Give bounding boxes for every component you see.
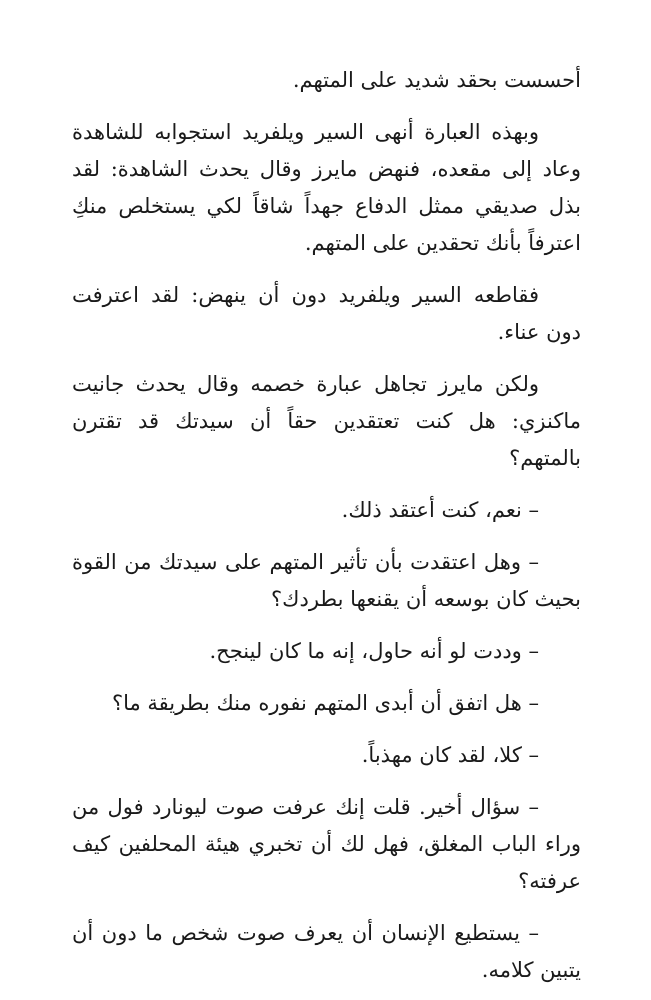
paragraph-10: – سؤال أخير. قلت إنك عرفت صوت ليونارد فول من وراء الباب المغلق، فهل لك أن تخبري هيئة المحلفين كيف عرفته؟ [72, 795, 581, 893]
paragraph-5: – نعم، كنت أعتقد ذلك. [341, 498, 539, 522]
paragraph-8: – هل اتفق أن أبدى المتهم نفوره منك بطريقة ما؟ [111, 691, 539, 715]
paragraph-11: – يستطيع الإنسان أن يعرف صوت شخص ما دون أن يتبين كلامه. [72, 921, 581, 982]
paragraph-3: فقاطعه السير ويلفريد دون أن ينهض: لقد اعترفت دون عناء. [72, 283, 581, 344]
paragraph-9: – كلا، لقد كان مهذباً. [361, 743, 539, 767]
paragraph-2: وبهذه العبارة أنهى السير ويلفريد استجوابه للشاهدة وعاد إلى مقعده، فنهض مايرز وقال يحدث الشاهدة: لقد بذل صديقي ممثل الدفاع جهداً شاقاً لكي يستخلص منكِ اعترفاً بأنك تحقدين على المتهم. [72, 120, 581, 255]
paragraph-7: – وددت لو أنه حاول، إنه ما كان لينجح. [209, 639, 539, 663]
paragraph-6: – وهل اعتقدت بأن تأثير المتهم على سيدتك من القوة بحيث كان بوسعه أن يقنعها بطردك؟ [72, 550, 581, 611]
paragraph-4: ولكن مايرز تجاهل عبارة خصمه وقال يحدث جانيت ماكنزي: هل كنت تعتقدين حقاً أن سيدتك قد تقترن بالمتهم؟ [72, 372, 581, 470]
paragraph-1: أحسست بحقد شديد على المتهم. [292, 68, 581, 92]
